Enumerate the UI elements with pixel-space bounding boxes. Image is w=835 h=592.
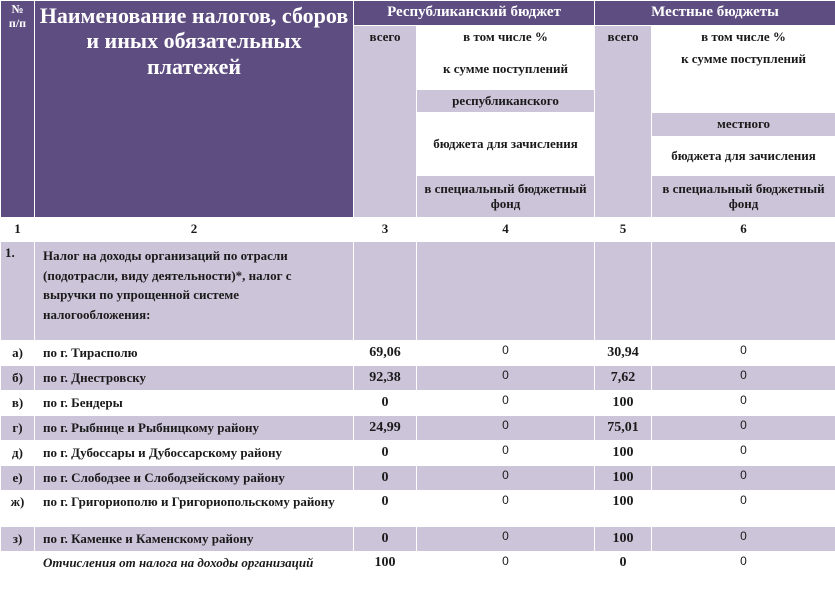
footer-name: Отчисления от налога на доходы организаций [35, 552, 354, 592]
row-loc-total: 7,62 [595, 366, 652, 391]
row-rep-total: 92,38 [354, 366, 417, 391]
row-loc-fund: 0 [652, 466, 835, 491]
row-num: з) [1, 527, 35, 552]
row-loc-fund: 0 [652, 391, 835, 416]
header-rep-sub4: в специальный бюджетный фонд [417, 176, 595, 218]
row-rep-fund: 0 [417, 366, 595, 391]
row-name: по г. Григориополю и Григориопольскому району [35, 491, 354, 527]
row-name: по г. Дубоссары и Дубоссарскому району [35, 441, 354, 466]
header-local-budgets: Местные бюджеты [595, 1, 835, 26]
row-loc-total: 100 [595, 391, 652, 416]
header-loc-incl: в том числе % [652, 26, 835, 50]
header-loc-sub1: к сумме поступлений [652, 50, 835, 113]
section-empty-cell [595, 242, 652, 341]
table-row [1, 341, 835, 366]
row-rep-fund: 0 [417, 466, 595, 491]
column-number: 5 [595, 218, 652, 242]
table-row [1, 441, 835, 466]
row-rep-total: 69,06 [354, 341, 417, 366]
column-number: 1 [1, 218, 35, 242]
header-loc-sub4: в специальный бюджетный фонд [652, 176, 835, 218]
header-loc-sub2: местного [652, 113, 835, 137]
header-rep-sub1: к сумме поступлений [417, 50, 595, 90]
row-rep-fund: 0 [417, 341, 595, 366]
row-loc-total: 100 [595, 491, 652, 527]
header-loc-sub3: бюджета для зачисления [652, 137, 835, 176]
row-name: по г. Рыбнице и Рыбницкому району [35, 416, 354, 441]
section-row [1, 242, 835, 341]
table-row [1, 527, 835, 552]
column-numbers-row [1, 218, 835, 242]
header-rep-total: всего [354, 26, 417, 218]
section-num: 1. [1, 242, 35, 341]
section-empty-cell [417, 242, 595, 341]
footer-rep-fund: 0 [417, 552, 595, 592]
row-loc-total: 100 [595, 527, 652, 552]
footer-num [1, 552, 35, 592]
section-name: Налог на доходы организаций по отрасли (подотрасли, виду деятельности)*, налог с выручки по упрощенной системе налогообложения: [35, 242, 354, 341]
row-rep-total: 24,99 [354, 416, 417, 441]
row-loc-total: 100 [595, 441, 652, 466]
row-loc-fund: 0 [652, 341, 835, 366]
row-name: по г. Каменке и Каменскому району [35, 527, 354, 552]
row-loc-total: 75,01 [595, 416, 652, 441]
footer-loc-total: 0 [595, 552, 652, 592]
row-loc-fund: 0 [652, 416, 835, 441]
row-num: е) [1, 466, 35, 491]
row-loc-fund: 0 [652, 366, 835, 391]
footer-row [1, 552, 835, 592]
row-rep-total: 0 [354, 466, 417, 491]
row-name: по г. Днестровску [35, 366, 354, 391]
row-num: а) [1, 341, 35, 366]
table-row [1, 491, 835, 527]
header-rep-sub3: бюджета для зачисления [417, 113, 595, 176]
row-num: г) [1, 416, 35, 441]
column-number: 3 [354, 218, 417, 242]
header-num-col: № п/п [1, 1, 35, 218]
row-rep-total: 0 [354, 391, 417, 416]
row-name: по г. Слободзее и Слободзейскому району [35, 466, 354, 491]
header-rep-sub2: республиканского [417, 90, 595, 113]
row-name: по г. Бендеры [35, 391, 354, 416]
table-row [1, 466, 835, 491]
row-loc-total: 30,94 [595, 341, 652, 366]
row-num: в) [1, 391, 35, 416]
row-num: д) [1, 441, 35, 466]
footer-rep-total: 100 [354, 552, 417, 592]
row-rep-fund: 0 [417, 391, 595, 416]
row-rep-total: 0 [354, 441, 417, 466]
header-name-col: Наименование налогов, сборов и иных обязательных платежей [35, 1, 354, 218]
table-row [1, 391, 835, 416]
row-rep-fund: 0 [417, 441, 595, 466]
header-loc-total: всего [595, 26, 652, 218]
section-empty-cell [652, 242, 835, 341]
row-rep-total: 0 [354, 527, 417, 552]
row-loc-total: 100 [595, 466, 652, 491]
header-rep-incl: в том числе % [417, 26, 595, 50]
row-rep-total: 0 [354, 491, 417, 527]
column-number: 4 [417, 218, 595, 242]
row-rep-fund: 0 [417, 416, 595, 441]
row-num: ж) [1, 491, 35, 527]
table-row [1, 366, 835, 391]
row-loc-fund: 0 [652, 441, 835, 466]
row-rep-fund: 0 [417, 527, 595, 552]
header-republican-budget: Республиканский бюджет [354, 1, 595, 26]
row-loc-fund: 0 [652, 527, 835, 552]
table-row [1, 416, 835, 441]
column-number: 2 [35, 218, 354, 242]
column-number: 6 [652, 218, 835, 242]
row-name: по г. Тирасполю [35, 341, 354, 366]
row-num: б) [1, 366, 35, 391]
footer-loc-fund: 0 [652, 552, 835, 592]
row-rep-fund: 0 [417, 491, 595, 527]
row-loc-fund: 0 [652, 491, 835, 527]
section-empty-cell [354, 242, 417, 341]
